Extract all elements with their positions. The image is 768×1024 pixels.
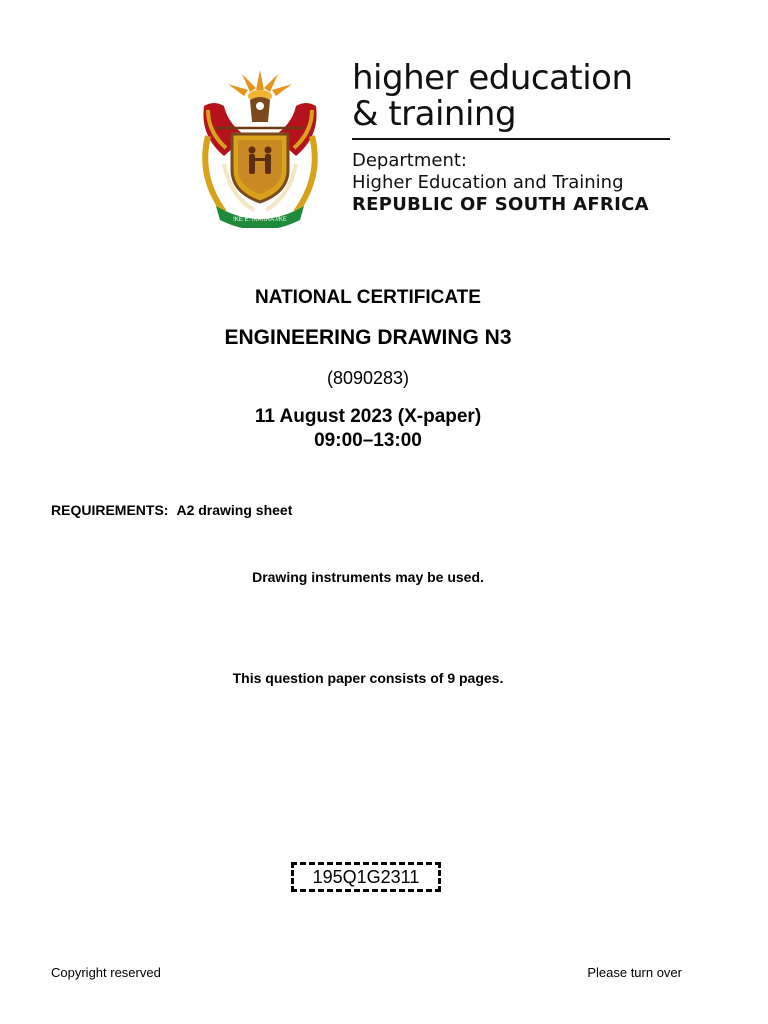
department-name: Higher Education and Training (352, 172, 624, 193)
brand-divider (352, 138, 670, 140)
country-name: REPUBLIC OF SOUTH AFRICA (352, 194, 649, 215)
brand-line-2: & training (352, 94, 517, 134)
page-count-note: This question paper consists of 9 pages. (232, 670, 504, 686)
paper-id: 195Q1G2311 (312, 866, 420, 887)
certificate-title: NATIONAL CERTIFICATE (255, 287, 481, 308)
crest-motto: !KE E: /XARRA //KE (233, 217, 287, 223)
coat-of-arms-icon (194, 66, 326, 228)
paper-id-box (291, 862, 441, 892)
subject-code: (8090283) (326, 368, 410, 388)
instruments-note: Drawing instruments may be used. (252, 569, 484, 585)
brand-line-1: higher education (352, 58, 633, 98)
requirements-value: A2 drawing sheet (176, 502, 293, 518)
footer-turn-over: Please turn over (587, 965, 682, 980)
department-header (352, 60, 682, 216)
exam-time: 09:00–13:00 (314, 430, 422, 451)
exam-date: 11 August 2023 (X-paper) (254, 406, 482, 427)
department-label: Department: (352, 150, 467, 171)
footer-copyright: Copyright reserved (51, 965, 161, 980)
requirements-label: REQUIREMENTS: (51, 502, 169, 518)
subject-title: ENGINEERING DRAWING N3 (224, 326, 512, 349)
requirements (51, 502, 292, 518)
